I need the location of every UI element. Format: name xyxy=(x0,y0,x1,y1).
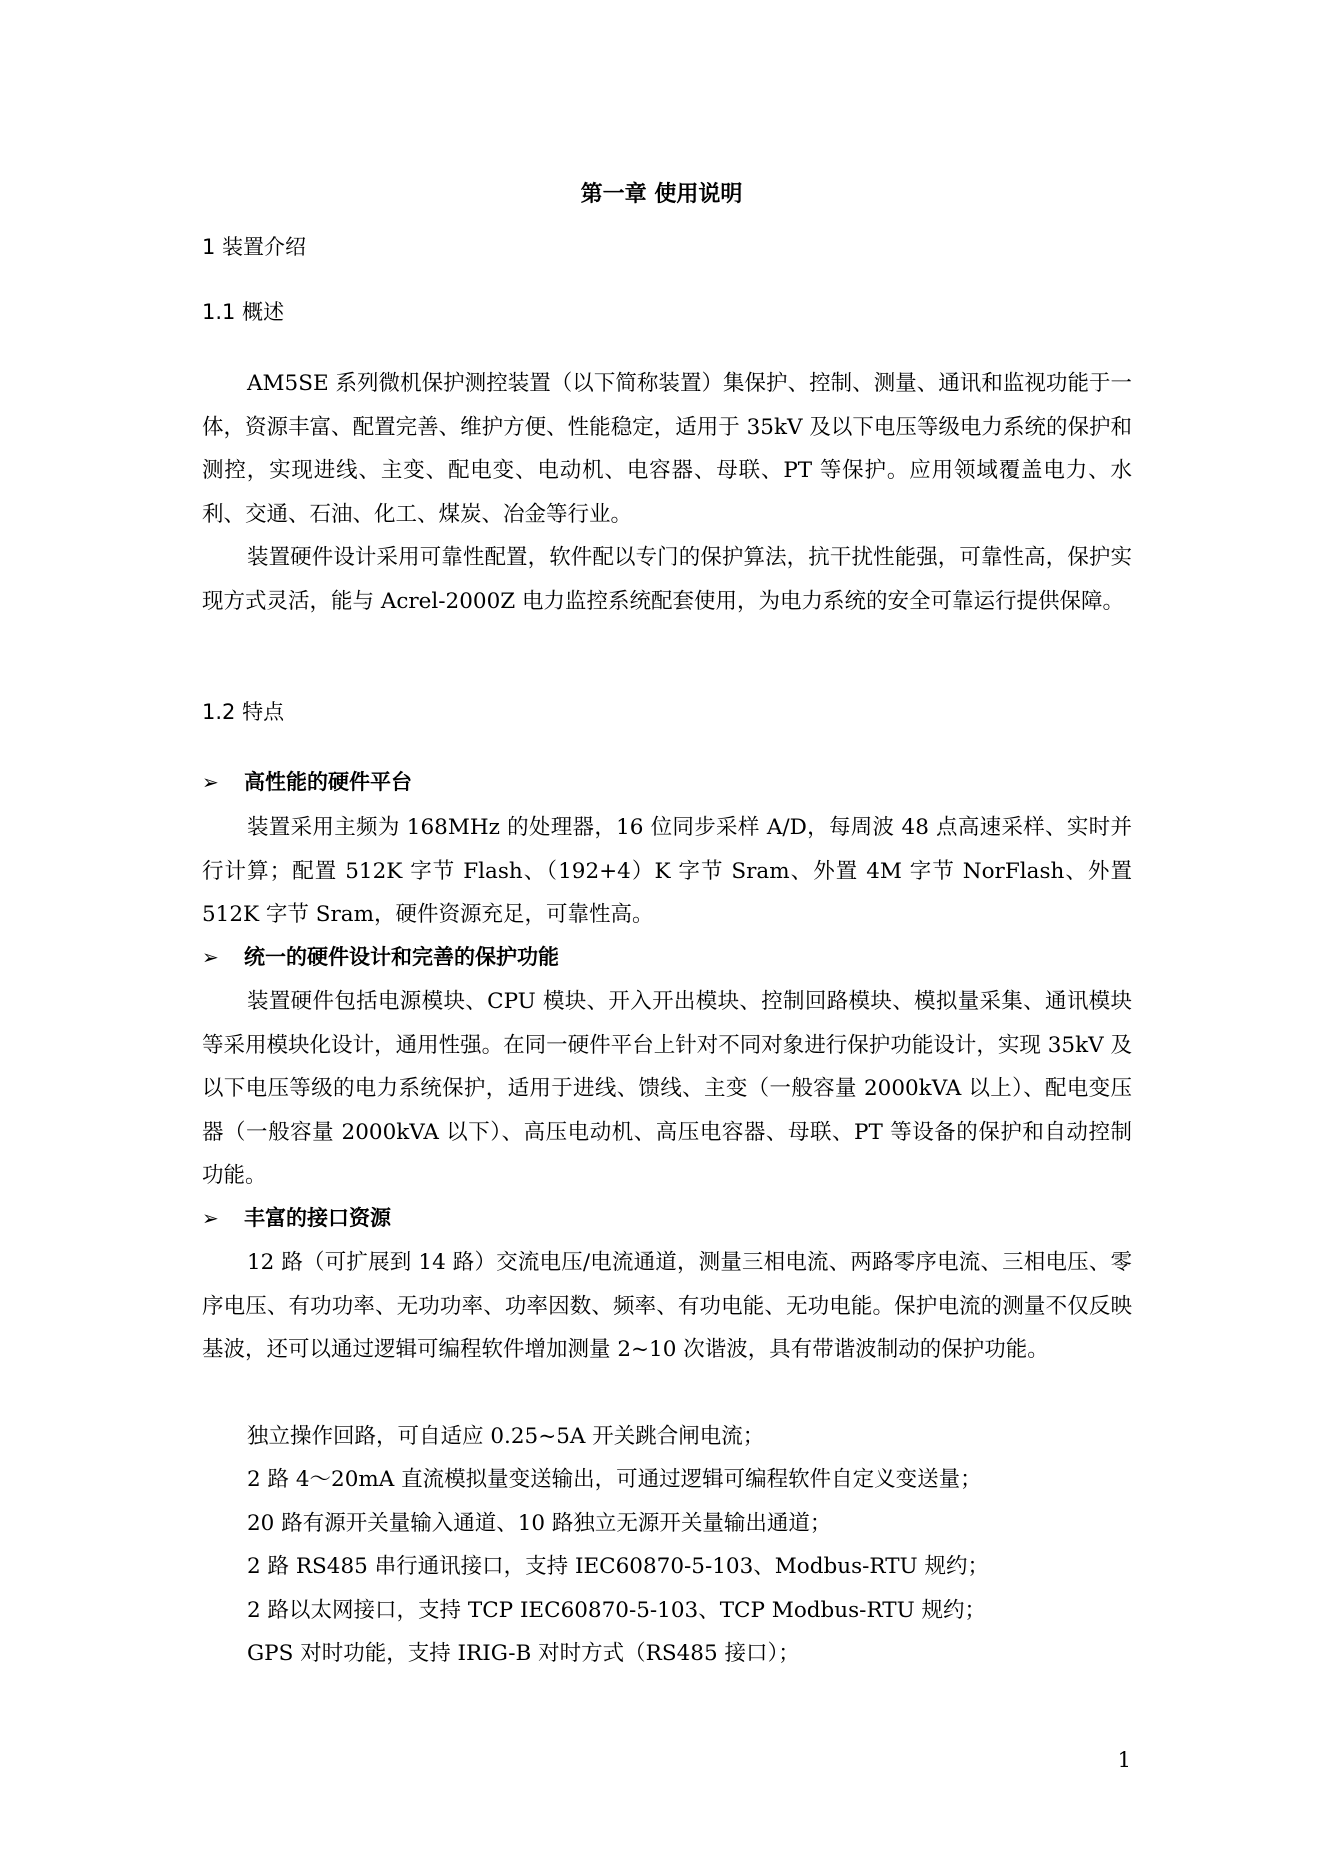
section-heading-1-2: 1.2 特点 xyxy=(202,700,285,724)
page-number: 1 xyxy=(1117,1748,1131,1772)
feature-heading-3 xyxy=(202,1203,391,1233)
feature-3-paragraph: 12 路（可扩展到 14 路）交流电压/电流通道，测量三相电流、两路零序电流、三相电压、零序电压、有功功率、无功功率、功率因数、频率、有功电能、无功电能。保护电流的测量不仅反映基波，还可以通过逻辑可编程软件增加测量 2~10 次谐波，具有带谐波制动的保护功能。 xyxy=(202,1250,1132,1362)
bullet-arrow-icon: ➢ xyxy=(202,1206,219,1230)
feature-title: 统一的硬件设计和完善的保护功能 xyxy=(244,945,559,969)
feature-2-paragraph: 装置硬件包括电源模块、CPU 模块、开入开出模块、控制回路模块、模拟量采集、通讯模块等采用模块化设计，通用性强。在同一硬件平台上针对不同对象进行保护功能设计，实现 35kV 及以下电压等级的电力系统保护，适用于进线、馈线、主变（一般容量 2000kVA 以上）、配电变压器（一般容量 2000kVA 以下）、高压电动机、高压电容器、母联、PT 等设备的保护和自动控制功能。 xyxy=(202,989,1132,1188)
bullet-arrow-icon: ➢ xyxy=(202,945,219,969)
feature-title: 高性能的硬件平台 xyxy=(244,770,412,794)
chapter-title: 第一章 使用说明 xyxy=(580,182,743,207)
feature-3-item: 20 路有源开关量输入通道、10 路独立无源开关量输出通道； xyxy=(247,1511,832,1536)
feature-3-item: 2 路 RS485 串行通讯接口，支持 IEC60870-5-103、Modbus-RTU 规约； xyxy=(247,1554,989,1579)
feature-3-item: 2 路以太网接口，支持 TCP IEC60870-5-103、TCP Modbus-RTU 规约； xyxy=(247,1598,987,1623)
section-heading-1-1: 1.1 概述 xyxy=(202,300,285,324)
feature-title: 丰富的接口资源 xyxy=(244,1206,391,1230)
feature-heading-1 xyxy=(202,767,412,797)
feature-3-item: GPS 对时功能，支持 IRIG-B 对时方式（RS485 接口）； xyxy=(247,1641,800,1666)
feature-heading-2 xyxy=(202,942,559,972)
feature-1-paragraph: 装置采用主频为 168MHz 的处理器，16 位同步采样 A/D，每周波 48 点高速采样、实时并行计算；配置 512K 字节 Flash、（192+4）K 字节 Sram、外置 4M 字节 NorFlash、外置 512K 字节 Sram，硬件资源充足，可靠性高。 xyxy=(202,815,1132,927)
overview-paragraph-2: 装置硬件设计采用可靠性配置，软件配以专门的保护算法，抗干扰性能强，可靠性高，保护实现方式灵活，能与 Acrel-2000Z 电力监控系统配套使用，为电力系统的安全可靠运行提供保障。 xyxy=(202,545,1132,614)
overview-paragraph-1: AM5SE 系列微机保护测控装置（以下简称装置）集保护、控制、测量、通讯和监视功能于一体，资源丰富、配置完善、维护方便、性能稳定，适用于 35kV 及以下电压等级电力系统的保护和测控，实现进线、主变、配电变、电动机、电容器、母联、PT 等保护。应用领域覆盖电力、水利、交通、石油、化工、煤炭、冶金等行业。 xyxy=(202,371,1132,527)
feature-3-item: 2 路 4～20mA 直流模拟量变送输出，可通过逻辑可编程软件自定义变送量； xyxy=(247,1467,982,1492)
feature-3-item: 独立操作回路，可自适应 0.25~5A 开关跳合闸电流； xyxy=(247,1424,765,1449)
section-heading-1: 1 装置介绍 xyxy=(202,235,307,259)
bullet-arrow-icon: ➢ xyxy=(202,770,219,794)
